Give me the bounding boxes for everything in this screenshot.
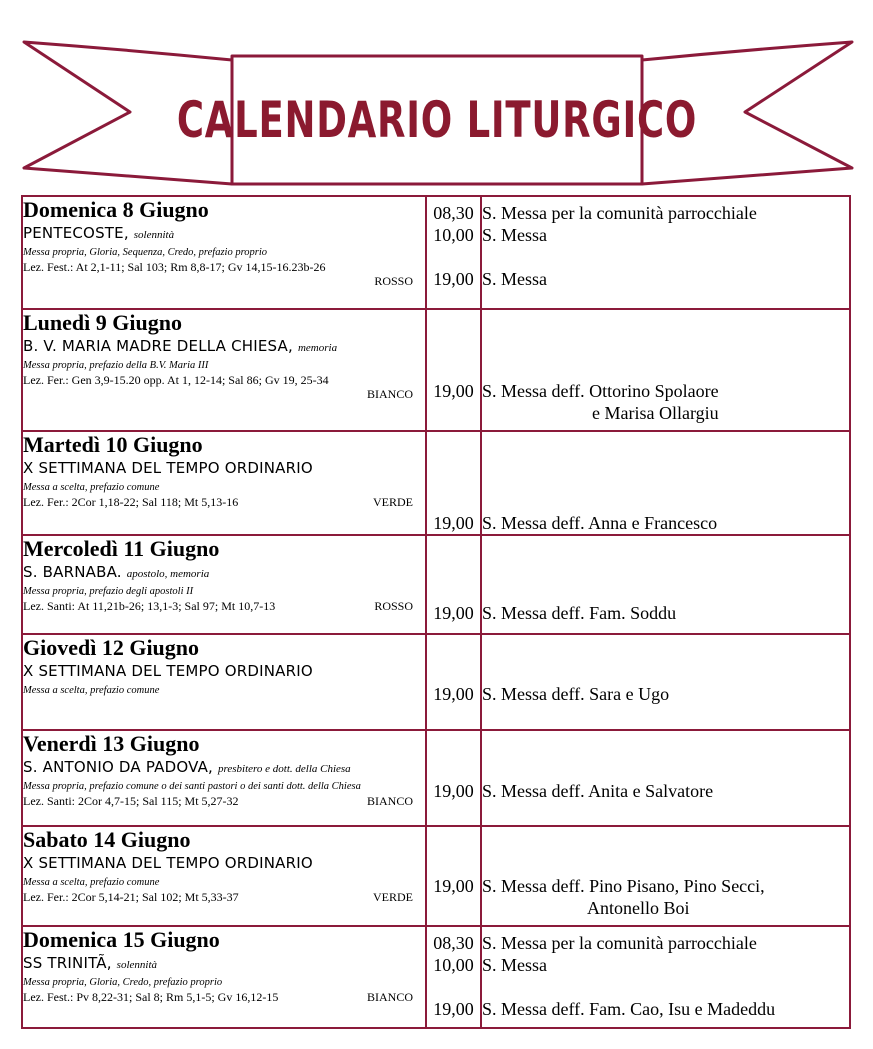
day-info-cell: [22, 309, 426, 431]
mass-intention: S. Messa deff. Anita e Salvatore: [482, 781, 714, 801]
mass-notes: Messa a scelta, prefazio comune: [23, 685, 160, 696]
feast-title: [23, 953, 425, 976]
mass-intention: S. Messa deff. Sara e Ugo: [482, 684, 670, 704]
liturgical-color: VERDE: [373, 495, 413, 509]
mass-intention: S. Messa: [482, 955, 548, 975]
mass-time: 19,00: [433, 684, 474, 704]
mass-time: [427, 976, 480, 998]
services-cell: [481, 926, 850, 1028]
feast-rank: solennità: [116, 959, 158, 971]
mass-notes: Messa a scelta, prefazio comune: [23, 482, 160, 493]
feast-title: [23, 562, 425, 585]
readings-text: Lez. Fest.: At 2,1-11; Sal 103; Rm 8,8-17; Gv 14,15-16.23b-26: [23, 260, 326, 274]
services-cell: [481, 826, 850, 926]
feast-name: X SETTIMANA DEL TEMPO ORDINARIO: [23, 662, 313, 680]
feast-title: [23, 223, 425, 246]
day-title: Lunedì 9 Giugno: [23, 310, 182, 335]
readings: [23, 794, 425, 808]
day-info-cell: [22, 196, 426, 309]
feast-title: [23, 853, 425, 876]
feast-name: X SETTIMANA DEL TEMPO ORDINARIO: [23, 854, 313, 872]
mass-intention: S. Messa deff. Fam. Cao, Isu e Madeddu: [482, 999, 776, 1019]
times-cell: [426, 196, 481, 309]
mass-intention: S. Messa deff. Ottorino Spolaore: [482, 381, 719, 401]
mass-time: 19,00: [433, 876, 474, 896]
readings: [23, 260, 425, 274]
liturgical-color: BIANCO: [366, 990, 413, 1004]
day-info-cell: [22, 826, 426, 926]
feast-title: [23, 757, 425, 780]
mass-intention: [482, 246, 849, 268]
feast-rank: apostolo, memoria: [126, 568, 210, 580]
liturgical-color: VERDE: [373, 890, 413, 904]
liturgical-color: ROSSO: [374, 274, 413, 288]
feast-name: S. ANTONIO DA PADOVA,: [23, 758, 218, 776]
mass-intention: [482, 976, 849, 998]
times-cell: [426, 309, 481, 431]
readings: [23, 373, 425, 387]
readings-text: Lez. Fer.: 2Cor 1,18-22; Sal 118; Mt 5,13-16: [23, 495, 239, 509]
mass-intention: S. Messa: [482, 269, 548, 289]
mass-intention: S. Messa per la comunità parrocchiale: [482, 933, 757, 953]
mass-intention: S. Messa per la comunità parrocchiale: [482, 203, 757, 223]
readings-text: Lez. Fer.: 2Cor 5,14-21; Sal 102; Mt 5,33-37: [23, 890, 239, 904]
feast-name: B. V. MARIA MADRE DELLA CHIESA,: [23, 337, 298, 355]
readings: [23, 495, 425, 509]
mass-intention: e Marisa Ollargiu: [592, 403, 719, 423]
readings: [23, 990, 425, 1004]
mass-intention: S. Messa deff. Pino Pisano, Pino Secci,: [482, 876, 765, 896]
liturgical-color: BIANCO: [366, 387, 413, 401]
readings-text: Lez. Fest.: Pv 8,22-31; Sal 8; Rm 5,1-5; Gv 16,12-15: [23, 990, 279, 1004]
day-title: Mercoledì 11 Giugno: [23, 536, 220, 561]
readings: [23, 890, 425, 904]
day-row: [22, 309, 850, 431]
mass-time: 19,00: [433, 269, 474, 289]
feast-name: SS TRINITÃ,: [23, 954, 117, 972]
day-title: Giovedì 12 Giugno: [23, 635, 200, 660]
mass-time: 19,00: [433, 999, 474, 1019]
mass-time: 19,00: [433, 381, 474, 401]
readings-text: Lez. Fer.: Gen 3,9-15.20 opp. At 1, 12-14; Sal 86; Gv 19, 25-34: [23, 373, 329, 387]
page-title: CALENDARIO LITURGICO: [176, 91, 698, 149]
liturgical-color: BIANCO: [366, 794, 413, 808]
day-row: [22, 826, 850, 926]
times-cell: [426, 431, 481, 535]
readings-text: Lez. Santi: At 11,21b-26; 13,1-3; Sal 97; Mt 10,7-13: [23, 599, 276, 613]
feast-rank: presbitero e dott. della Chiesa: [217, 763, 351, 775]
mass-time: 10,00: [433, 955, 474, 975]
services-cell: [481, 431, 850, 535]
day-title: Domenica 15 Giugno: [23, 927, 220, 952]
services-cell: [481, 730, 850, 826]
times-cell: [426, 634, 481, 730]
services-cell: [481, 309, 850, 431]
times-cell: [426, 730, 481, 826]
day-row: [22, 431, 850, 535]
calendar-table: [21, 195, 851, 1029]
feast-name: PENTECOSTE,: [23, 224, 134, 242]
mass-intention: S. Messa: [482, 225, 548, 245]
liturgical-color: ROSSO: [374, 599, 413, 613]
times-cell: [426, 826, 481, 926]
mass-time: 19,00: [433, 513, 474, 533]
mass-intention: S. Messa deff. Anna e Francesco: [482, 513, 718, 533]
mass-notes: Messa a scelta, prefazio comune: [23, 877, 160, 888]
mass-notes: Messa propria, prefazio della B.V. Maria III: [23, 360, 209, 371]
day-info-cell: [22, 431, 426, 535]
day-info-cell: [22, 730, 426, 826]
readings: [23, 599, 425, 613]
day-row: [22, 926, 850, 1028]
mass-time: 08,30: [433, 203, 474, 223]
services-cell: [481, 535, 850, 634]
day-title: Venerdì 13 Giugno: [23, 731, 200, 756]
day-row: [22, 634, 850, 730]
day-title: Sabato 14 Giugno: [23, 827, 191, 852]
times-cell: [426, 926, 481, 1028]
feast-rank: memoria: [297, 342, 338, 354]
day-info-cell: [22, 535, 426, 634]
mass-notes: Messa propria, prefazio comune o dei santi pastori o dei santi dott. della Chiesa: [23, 781, 361, 792]
mass-notes: Messa propria, prefazio degli apostoli II: [23, 586, 194, 597]
times-cell: [426, 535, 481, 634]
mass-notes: Messa propria, Gloria, Sequenza, Credo, prefazio proprio: [23, 247, 268, 258]
mass-time: 19,00: [433, 781, 474, 801]
mass-time: 10,00: [433, 225, 474, 245]
day-title: Domenica 8 Giugno: [23, 197, 209, 222]
mass-intention: S. Messa deff. Fam. Soddu: [482, 603, 677, 623]
mass-intention: Antonello Boi: [587, 898, 690, 918]
feast-title: [23, 458, 425, 481]
day-title: Martedì 10 Giugno: [23, 432, 203, 457]
mass-time: [427, 246, 480, 268]
day-row: [22, 196, 850, 309]
readings-text: Lez. Santi: 2Cor 4,7-15; Sal 115; Mt 5,27-32: [23, 794, 239, 808]
feast-name: X SETTIMANA DEL TEMPO ORDINARIO: [23, 459, 313, 477]
services-cell: [481, 196, 850, 309]
mass-notes: Messa propria, Gloria, Credo, prefazio proprio: [23, 977, 223, 988]
feast-title: [23, 336, 425, 359]
feast-name: S. BARNABA.: [23, 563, 127, 581]
feast-rank: solennità: [133, 229, 175, 241]
mass-time: 08,30: [433, 933, 474, 953]
mass-time: 19,00: [433, 603, 474, 623]
feast-title: [23, 661, 425, 684]
day-info-cell: [22, 634, 426, 730]
day-row: [22, 535, 850, 634]
day-row: [22, 730, 850, 826]
day-info-cell: [22, 926, 426, 1028]
services-cell: [481, 634, 850, 730]
